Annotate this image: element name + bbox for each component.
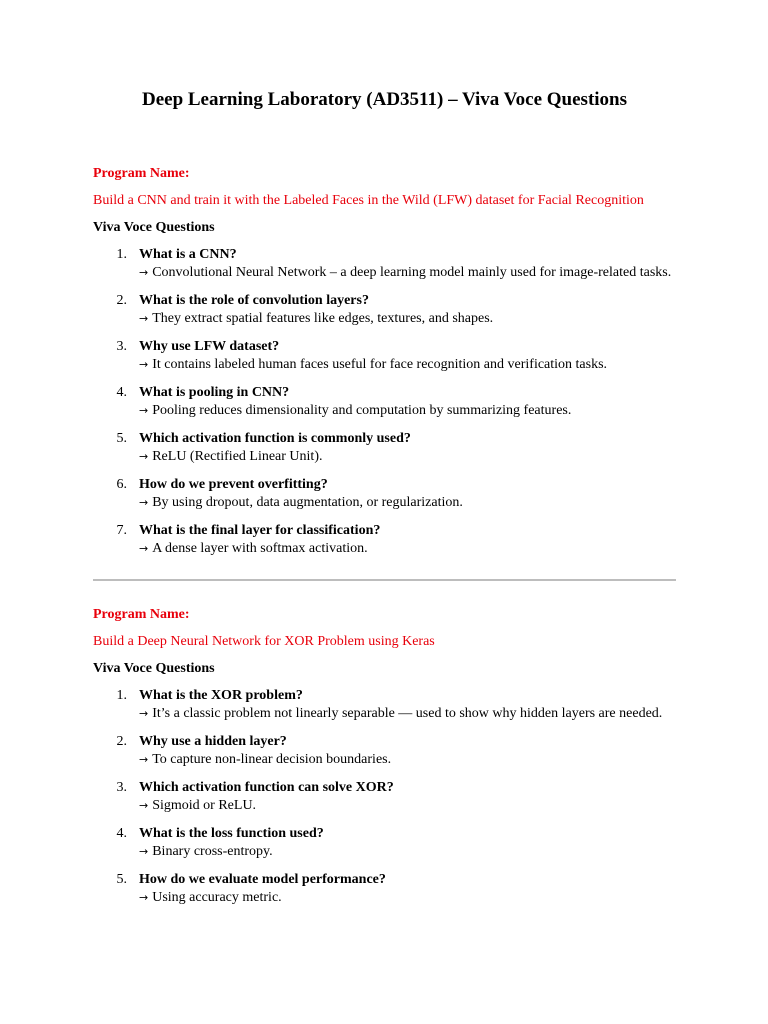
question-number: 7. — [116, 523, 127, 538]
question-number: 4. — [116, 826, 127, 841]
question-item — [93, 338, 676, 374]
question-item — [93, 246, 676, 282]
question-text: What is a CNN? — [139, 247, 237, 262]
question-item — [93, 687, 676, 723]
answer-text: To capture non-linear decision boundaries. — [152, 752, 392, 767]
question-item — [93, 522, 676, 558]
question-text: How do we evaluate model performance? — [139, 872, 386, 887]
right-arrow-icon: → — [139, 753, 149, 766]
question-text: Which activation function is commonly used? — [139, 431, 411, 446]
answer-text: Sigmoid or ReLU. — [152, 798, 257, 813]
question-list — [93, 687, 676, 907]
question-number: 5. — [116, 872, 127, 887]
question-number: 5. — [116, 431, 127, 446]
question-text: What is pooling in CNN? — [139, 385, 290, 400]
program-description: Build a Deep Neural Network for XOR Problem using Keras — [93, 634, 435, 649]
question-number: 6. — [116, 477, 127, 492]
question-text: What is the loss function used? — [139, 826, 324, 841]
question-item — [93, 825, 676, 861]
question-number: 2. — [116, 734, 127, 749]
answer-line — [139, 889, 676, 907]
answer-line — [139, 356, 676, 374]
answer-line — [139, 402, 676, 420]
question-item — [93, 779, 676, 815]
answer-text: Convolutional Neural Network – a deep learning model mainly used for image-related tasks. — [152, 265, 672, 280]
right-arrow-icon: → — [139, 404, 149, 417]
question-number: 4. — [116, 385, 127, 400]
question-number: 1. — [116, 688, 127, 703]
right-arrow-icon: → — [139, 542, 149, 555]
question-text: How do we prevent overfitting? — [139, 477, 328, 492]
program-description: Build a CNN and train it with the Labeled Faces in the Wild (LFW) dataset for Facial Recognition — [93, 193, 644, 208]
answer-text: Binary cross-entropy. — [152, 844, 273, 859]
question-list — [93, 246, 676, 558]
answer-line — [139, 448, 676, 466]
question-number: 3. — [116, 780, 127, 795]
question-item — [93, 430, 676, 466]
answer-line — [139, 751, 676, 769]
program-name-label: Program Name: — [93, 607, 190, 622]
right-arrow-icon: → — [139, 891, 149, 904]
program-section-cnn — [93, 165, 676, 568]
answer-text: Using accuracy metric. — [152, 890, 282, 905]
question-text: Why use LFW dataset? — [139, 339, 280, 354]
question-text: Why use a hidden layer? — [139, 734, 287, 749]
right-arrow-icon: → — [139, 450, 149, 463]
question-number: 1. — [116, 247, 127, 262]
right-arrow-icon: → — [139, 799, 149, 812]
document-title: Deep Learning Laboratory (AD3511) – Viva Voce Questions — [141, 89, 628, 110]
right-arrow-icon: → — [139, 358, 149, 371]
answer-text: ReLU (Rectified Linear Unit). — [152, 449, 323, 464]
answer-line — [139, 310, 676, 328]
right-arrow-icon: → — [139, 312, 149, 325]
question-text: What is the final layer for classification? — [139, 523, 381, 538]
answer-text: It contains labeled human faces useful for face recognition and verification tasks. — [152, 357, 608, 372]
program-section-xor — [93, 606, 676, 917]
right-arrow-icon: → — [139, 266, 149, 279]
question-item — [93, 292, 676, 328]
answer-line — [139, 540, 676, 558]
question-item — [93, 384, 676, 420]
viva-voce-heading: Viva Voce Questions — [93, 220, 215, 235]
question-number: 2. — [116, 293, 127, 308]
answer-line — [139, 797, 676, 815]
program-name-label: Program Name: — [93, 166, 190, 181]
question-item — [93, 871, 676, 907]
answer-text: By using dropout, data augmentation, or regularization. — [152, 495, 463, 510]
answer-line — [139, 705, 676, 723]
question-number: 3. — [116, 339, 127, 354]
right-arrow-icon: → — [139, 707, 149, 720]
answer-line — [139, 494, 676, 512]
section-divider — [93, 579, 676, 581]
answer-text: Pooling reduces dimensionality and computation by summarizing features. — [152, 403, 572, 418]
answer-text: They extract spatial features like edges, textures, and shapes. — [152, 311, 494, 326]
answer-line — [139, 843, 676, 861]
question-text: What is the XOR problem? — [139, 688, 303, 703]
question-item — [93, 476, 676, 512]
answer-text: It’s a classic problem not linearly separable — used to show why hidden layers are needed. — [152, 706, 663, 721]
question-text: What is the role of convolution layers? — [139, 293, 369, 308]
right-arrow-icon: → — [139, 496, 149, 509]
right-arrow-icon: → — [139, 845, 149, 858]
question-item — [93, 733, 676, 769]
viva-voce-heading: Viva Voce Questions — [93, 661, 215, 676]
question-text: Which activation function can solve XOR? — [139, 780, 394, 795]
answer-line — [139, 264, 676, 282]
answer-text: A dense layer with softmax activation. — [152, 541, 368, 556]
